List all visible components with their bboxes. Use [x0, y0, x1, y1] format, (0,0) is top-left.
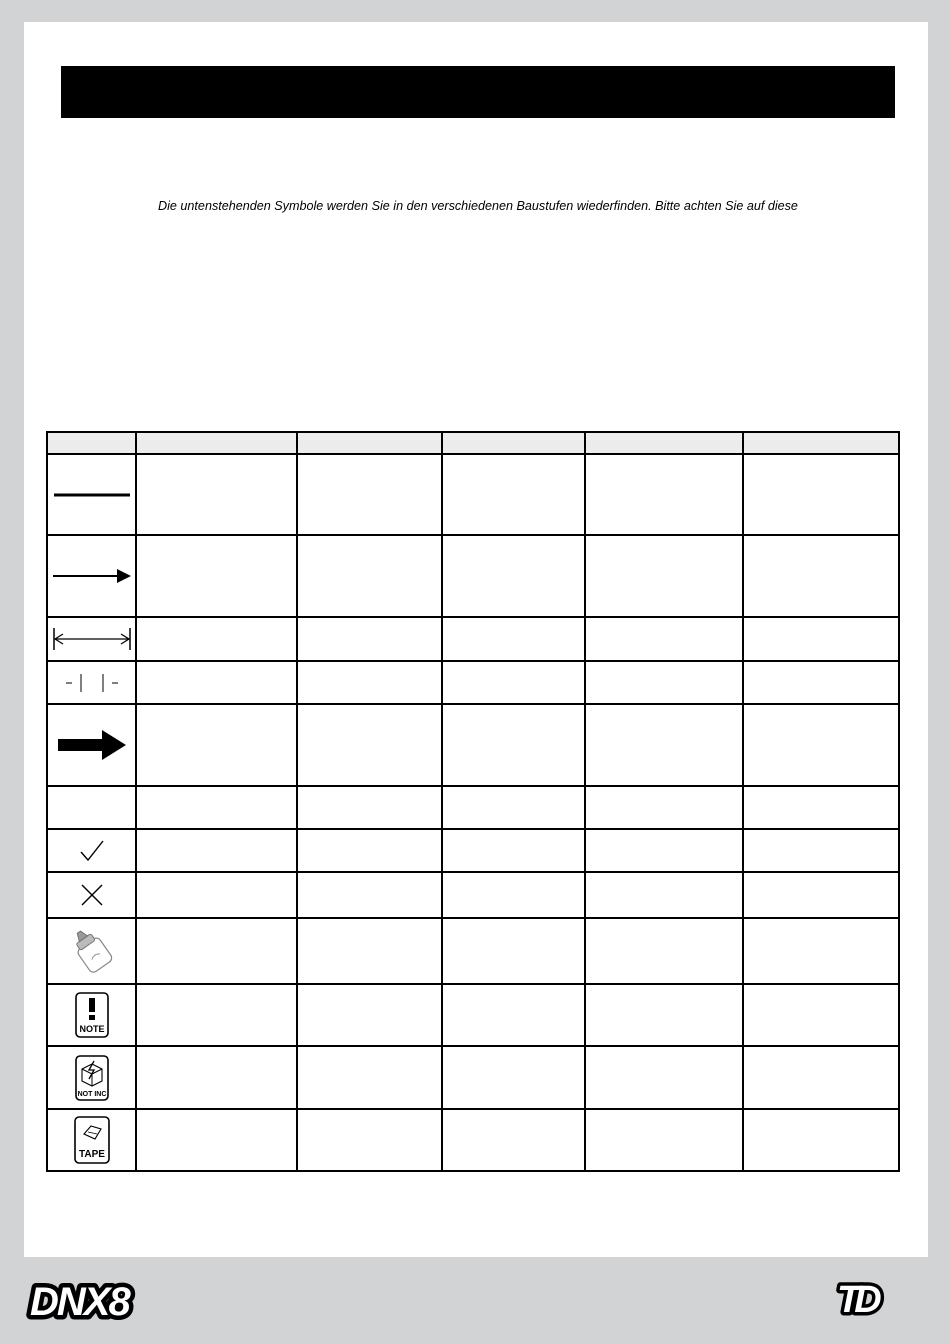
- svg-text:TD: TD: [837, 1279, 876, 1320]
- table-row: [47, 661, 899, 704]
- oil-bottle-icon: [65, 928, 119, 974]
- symbol-cell: [47, 1046, 136, 1109]
- tape-label: TAPE: [78, 1149, 105, 1160]
- symbol-cell: [47, 535, 136, 617]
- arrow-line-icon: [51, 566, 133, 586]
- symbol-cell: [47, 918, 136, 984]
- header-cell: [585, 432, 743, 454]
- table-header-row: [47, 432, 899, 454]
- table-row: [47, 872, 899, 918]
- header-cell: [743, 432, 899, 454]
- symbol-cell: [47, 786, 136, 829]
- table-row: [47, 918, 899, 984]
- table-row: [47, 535, 899, 617]
- symbol-cell: [47, 617, 136, 661]
- table-row: [47, 829, 899, 872]
- symbol-cell: [47, 872, 136, 918]
- cross-icon: [79, 882, 105, 908]
- symbol-cell: [47, 454, 136, 535]
- table-row: [47, 1109, 899, 1171]
- symbol-cell: [47, 661, 136, 704]
- symbol-cell: [47, 984, 136, 1046]
- solid-line-icon: [52, 490, 132, 500]
- header-cell: [297, 432, 442, 454]
- tape-icon: [74, 1116, 110, 1164]
- table-row: [47, 617, 899, 661]
- table-row: [47, 704, 899, 786]
- symbol-cell: [47, 1109, 136, 1171]
- intro-text: Die untenstehenden Symbole werden Sie in den verschiedenen Baustufen wiederfinden. Bitte achten Sie auf diese: [158, 199, 798, 213]
- symbols-table: [46, 431, 900, 1172]
- table-row: [47, 1046, 899, 1109]
- header-cell: [442, 432, 585, 454]
- table-row: [47, 984, 899, 1046]
- note-icon: [75, 992, 109, 1038]
- title-bar: [61, 66, 895, 118]
- symbol-cell: [47, 704, 136, 786]
- note-label: NOTE: [78, 1024, 105, 1034]
- not-inc-label: NOT INC: [77, 1090, 106, 1098]
- gap-marks-icon: [62, 672, 122, 694]
- bold-arrow-icon: [56, 728, 128, 762]
- header-cell: [47, 432, 136, 454]
- dnx8-logo: [26, 1277, 186, 1321]
- table-row: [47, 454, 899, 535]
- table-row: [47, 786, 899, 829]
- dimension-arrows-icon: [51, 626, 133, 652]
- checkmark-icon: [77, 838, 107, 864]
- td-brand-mark: [834, 1276, 894, 1320]
- not-included-icon: [75, 1055, 109, 1101]
- svg-text:DNX8: DNX8: [30, 1280, 129, 1321]
- symbol-cell: [47, 829, 136, 872]
- header-cell: [136, 432, 297, 454]
